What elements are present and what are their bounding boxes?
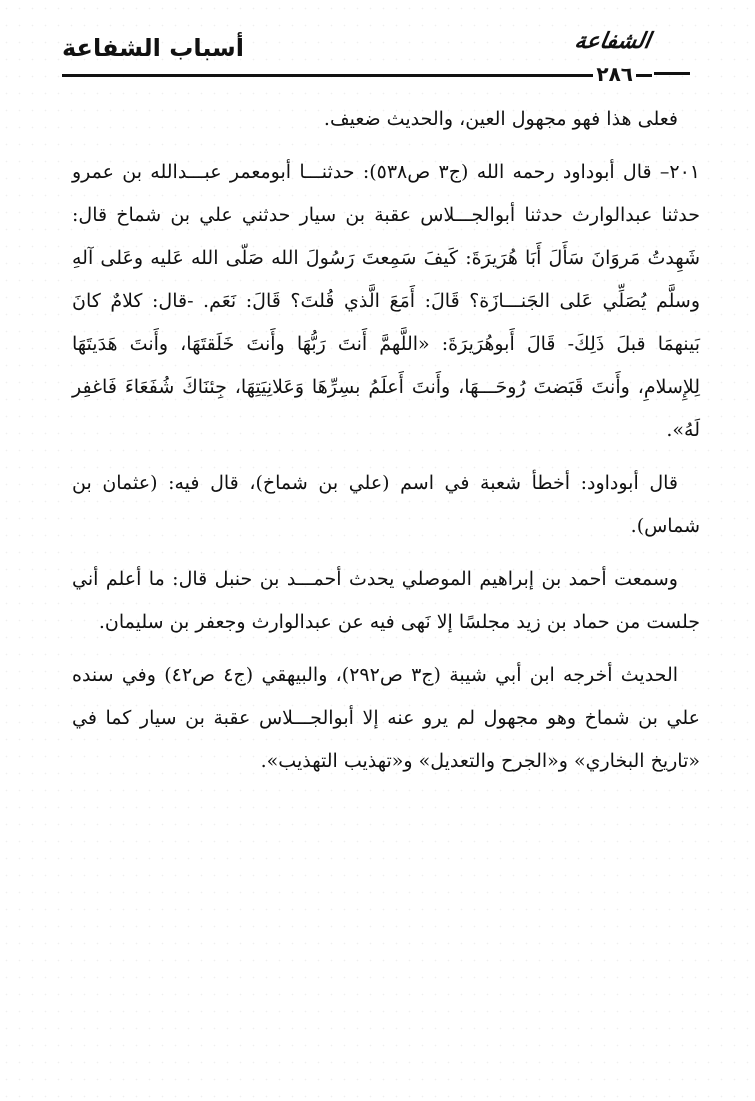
page-number: ٢٨٦ xyxy=(593,62,636,86)
paragraph-abudawud-comment: قال أبوداود: أخطأ شعبة في اسم (علي بن شماخ)، قال فيه: (عثمان بن شماس). xyxy=(72,472,700,537)
paragraph-intro: فعلى هذا فهو مجهول العين، والحديث ضعيف. xyxy=(323,108,678,130)
page-header xyxy=(62,28,690,88)
paragraph-hadith-201: ٢٠١– قال أبوداود رحمه الله (ج٣ ص٥٣٨): حدثنـــا أبومعمر عبـــدالله بن عمرو حدثنا عبدالوارث حدثنا أبوالجـــلاس عقبة بن سيار حدثني علي بن شماخ قال: شَهِدتُ مَروَانَ سَأَلَ أَبَا هُرَيرَةَ: كَيفَ سَمِعتَ رَسُولَ الله صَلّى الله عَليه وعَلى آلهِ وسلَّم يُصَلِّي عَلى الجَنـــازَة؟ قَالَ: أَمَعَ الَّذي قُلتَ؟ قَالَ: نَعَم. -قال: كلامٌ كانَ بَينهمَا قبلَ ذَلِكَ- قَالَ أَبوهُرَيرَةَ: «اللَّهمَّ أَنتَ رَبُّهَا وأَنتَ خَلَقتَهَا، وأَنتَ هَدَيتَهَا لِلإِسلامِ، وأَنتَ قَبَضتَ رُوحَـــهَا، وأَنتَ أَعلَمُ بسِرِّهَا وَعَلانِيَتِهَا، جِئنَاكَ شُفَعَاءَ فَاغفِر لَهُ». xyxy=(72,161,700,441)
paragraph-takhrij: الحديث أخرجه ابن أبي شيبة (ج٣ ص٢٩٢)، والبيهقي (ج٤ ص٤٢) وفي سنده علي بن شماخ وهو مجهول لم يرو عنه إلا أبوالجـــلاس عقبة بن سيار كما في «تاريخ البخاري» و«الجرح والتعديل» و«تهذيب التهذيب». xyxy=(72,664,700,772)
series-logo: الشفاعة xyxy=(572,28,653,54)
book-title: أسباب الشفاعة xyxy=(62,34,245,62)
page-body xyxy=(72,98,700,783)
header-rule xyxy=(62,74,652,77)
paragraph-ahmad-narration: وسمعت أحمد بن إبراهيم الموصلي يحدث أحمـــد بن حنبل قال: ما أعلم أني جلست من حماد بن زيد مجلسًا إلا نَهى فيه عن عبدالوارث وجعفر بن سليمان. xyxy=(72,568,700,633)
header-corner-dash xyxy=(654,72,690,75)
